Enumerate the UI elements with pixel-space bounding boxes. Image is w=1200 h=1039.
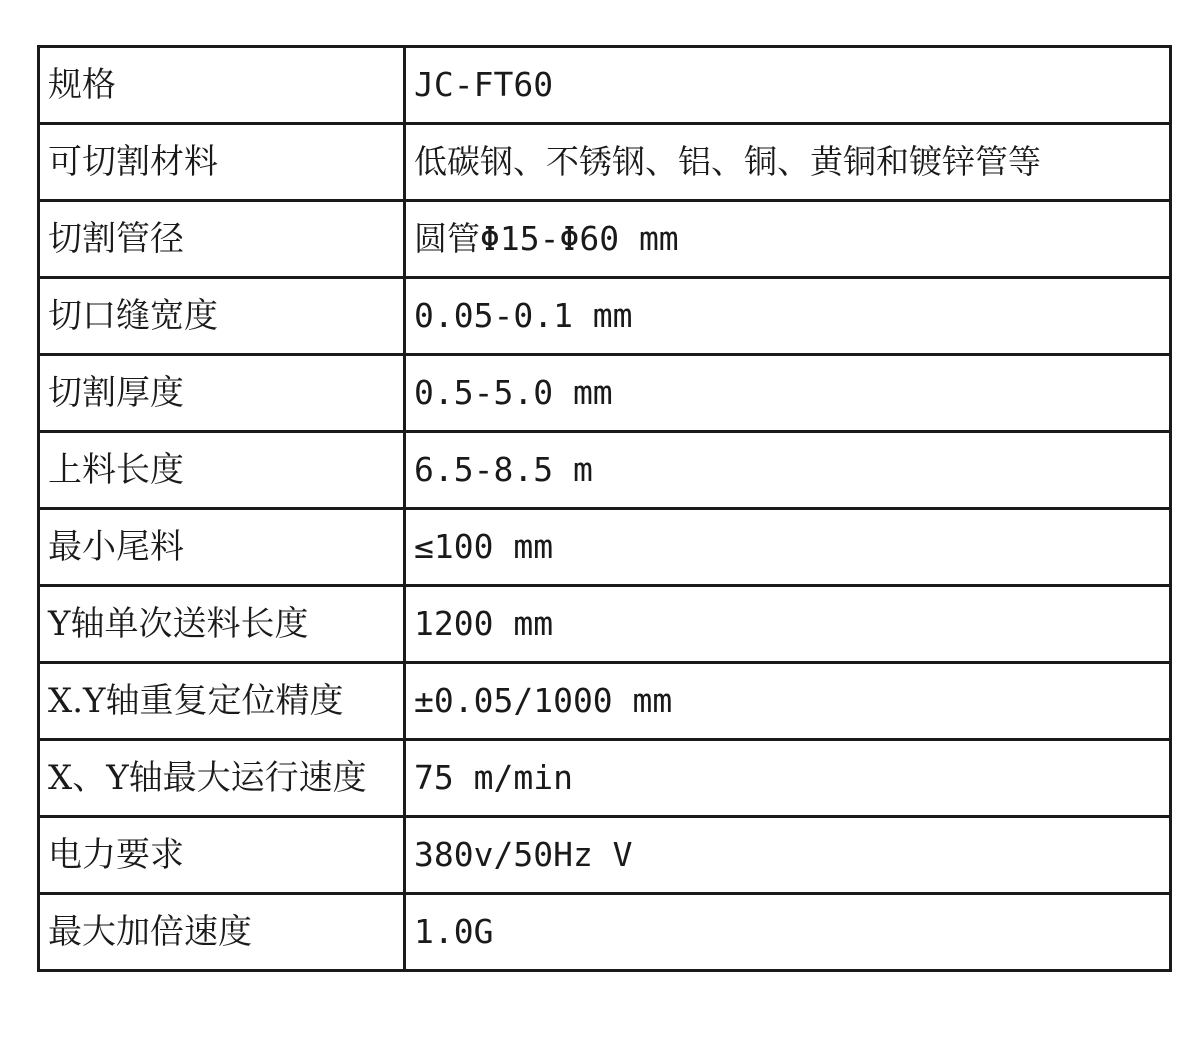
table-row: [39, 663, 1171, 740]
table-row: [39, 355, 1171, 432]
spec-label: X.Y轴重复定位精度: [39, 663, 405, 740]
spec-table: [37, 45, 1172, 972]
spec-value: ±0.05/1000 mm: [405, 663, 1171, 740]
spec-value: ≤100 mm: [405, 509, 1171, 586]
spec-value: JC-FT60: [405, 47, 1171, 124]
spec-label: 电力要求: [39, 817, 405, 894]
table-row: [39, 894, 1171, 971]
spec-value: 0.5-5.0 mm: [405, 355, 1171, 432]
spec-value: 低碳钢、不锈钢、铝、铜、黄铜和镀锌管等: [405, 124, 1171, 201]
table-row: [39, 509, 1171, 586]
table-row: [39, 47, 1171, 124]
spec-value: 1200 mm: [405, 586, 1171, 663]
spec-value: 0.05-0.1 mm: [405, 278, 1171, 355]
spec-label: 切割管径: [39, 201, 405, 278]
table-row: [39, 586, 1171, 663]
spec-table-body: [39, 47, 1171, 971]
spec-label: 上料长度: [39, 432, 405, 509]
spec-label: X、Y轴最大运行速度: [39, 740, 405, 817]
spec-label: 切割厚度: [39, 355, 405, 432]
spec-label: 规格: [39, 47, 405, 124]
spec-value: 75 m/min: [405, 740, 1171, 817]
spec-label: 切口缝宽度: [39, 278, 405, 355]
spec-value: 1.0G: [405, 894, 1171, 971]
spec-label: Y轴单次送料长度: [39, 586, 405, 663]
table-row: [39, 278, 1171, 355]
spec-value: 6.5-8.5 m: [405, 432, 1171, 509]
spec-label: 可切割材料: [39, 124, 405, 201]
table-row: [39, 432, 1171, 509]
table-row: [39, 201, 1171, 278]
spec-value: 圆管Φ15-Φ60 mm: [405, 201, 1171, 278]
spec-value: 380v/50Hz V: [405, 817, 1171, 894]
spec-label: 最小尾料: [39, 509, 405, 586]
table-row: [39, 124, 1171, 201]
table-row: [39, 740, 1171, 817]
spec-label: 最大加倍速度: [39, 894, 405, 971]
table-row: [39, 817, 1171, 894]
